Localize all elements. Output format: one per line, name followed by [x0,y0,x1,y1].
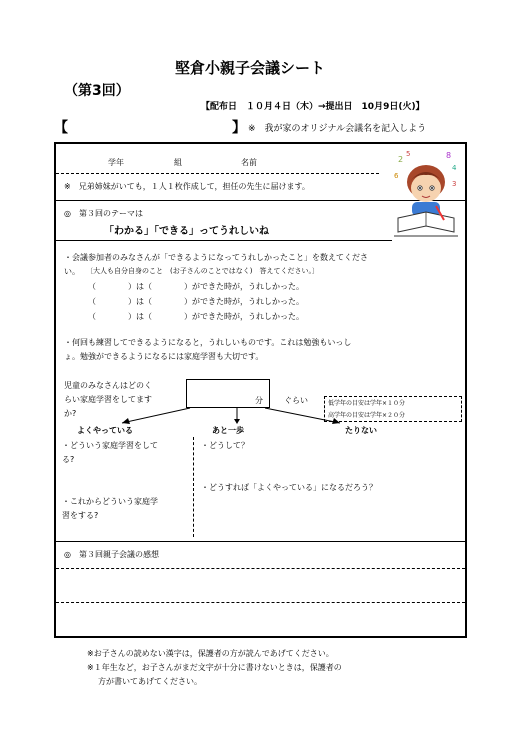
good-question-2b: 習をする? [62,511,99,520]
hint-lower-grade: 低学年の目安は学年×１０分 [328,400,406,407]
name-label: 名前 [241,158,257,167]
theme-title: 「わかる」「できる」ってうれしいね [104,226,269,237]
hint-upper-grade: 高学年の目安は学年×２０分 [328,412,406,419]
practice-text-2: ょ。勉強ができるようになるには家庭学習も大切です。 [64,352,264,361]
minutes-label: 分 [255,396,263,405]
study-question-2: らい家庭学習をしてます [64,395,152,404]
theme-label: ◎ 第３回のテーマは [64,209,143,218]
impression-divider [56,541,465,542]
short-label: たりない [345,426,377,435]
adults-note: 〔大人も自分自身のこと (お子さんのことではなく) 答えてください。〕 [86,267,319,275]
child-studying-illustration [392,148,460,242]
good-question-2: ・これからどういう家庭学 [62,497,158,506]
study-question-3: か? [64,409,77,418]
svg-text:2: 2 [398,155,404,164]
good-question-1: ・どういう家庭学習をして [62,441,158,450]
happy-row-3[interactable]: （ ）は（ ）ができた時が，うれしかった。 [88,312,304,321]
class-label: 組 [174,158,182,167]
svg-text:4: 4 [452,164,457,172]
almost-question-2: ・どうすれば「よくやっている」になるだろう？ [201,483,377,492]
footer-note-2: ※１年生など，お子さんがまだ文字が十分に書けないときは，保護者の [87,663,342,672]
about-label: ぐらい [284,396,308,405]
practice-text: ・何回も練習してできるようになると，うれしいものです。これは勉強もいっし [64,338,352,347]
impression-field[interactable] [56,569,465,636]
almost-label: あと一歩 [212,426,244,435]
happy-row-2[interactable]: （ ）は（ ）ができた時が，うれしかった。 [88,297,304,306]
meeting-name-field[interactable] [72,116,232,134]
good-question-1b: る? [62,455,75,464]
svg-text:3: 3 [452,180,457,188]
svg-text:5: 5 [406,150,411,158]
distribution-dates: 【配布日 １０月４日（木）→提出日 10月9日(火)】 [201,102,425,112]
impression-label: ◎ 第３回親子会議の感想 [64,550,159,559]
name-bracket-left: 【 [54,120,68,136]
participants-instruction-2: い。 [64,267,80,276]
svg-text:8: 8 [446,151,452,160]
almost-question-1: ・どうして？ [201,441,249,450]
footer-note-1: ※お子さんの読めない漢字は，保護者の方が読んであげてください。 [87,649,334,658]
svg-text:6: 6 [394,172,399,180]
theme-divider [56,240,392,241]
happy-row-1[interactable]: （ ）は（ ）ができた時が，うれしかった。 [88,282,304,291]
grade-label: 学年 [108,158,124,167]
participants-instruction: ・会議参加者のみなさんが「できるようになってうれしかったこと」を数えてくださ [64,253,368,262]
round-label: （第3回） [64,83,130,99]
sibling-note: ※ 兄弟姉妹がいても，１人１枚作成して，担任の先生に届けます。 [64,182,310,191]
name-bracket-right: 】 [232,120,246,136]
study-question: 児童のみなさんはどのく [64,381,152,390]
column-divider [193,437,194,537]
page-title: 堅倉小親子会議シート [175,59,326,77]
footer-note-2b: 方が書いてあげてください。 [98,677,202,686]
good-label: よくやっている [77,426,133,435]
name-divider [56,173,379,174]
meeting-name-note: ※ 我が家のオリジナル会議名を記入しよう [248,124,427,134]
